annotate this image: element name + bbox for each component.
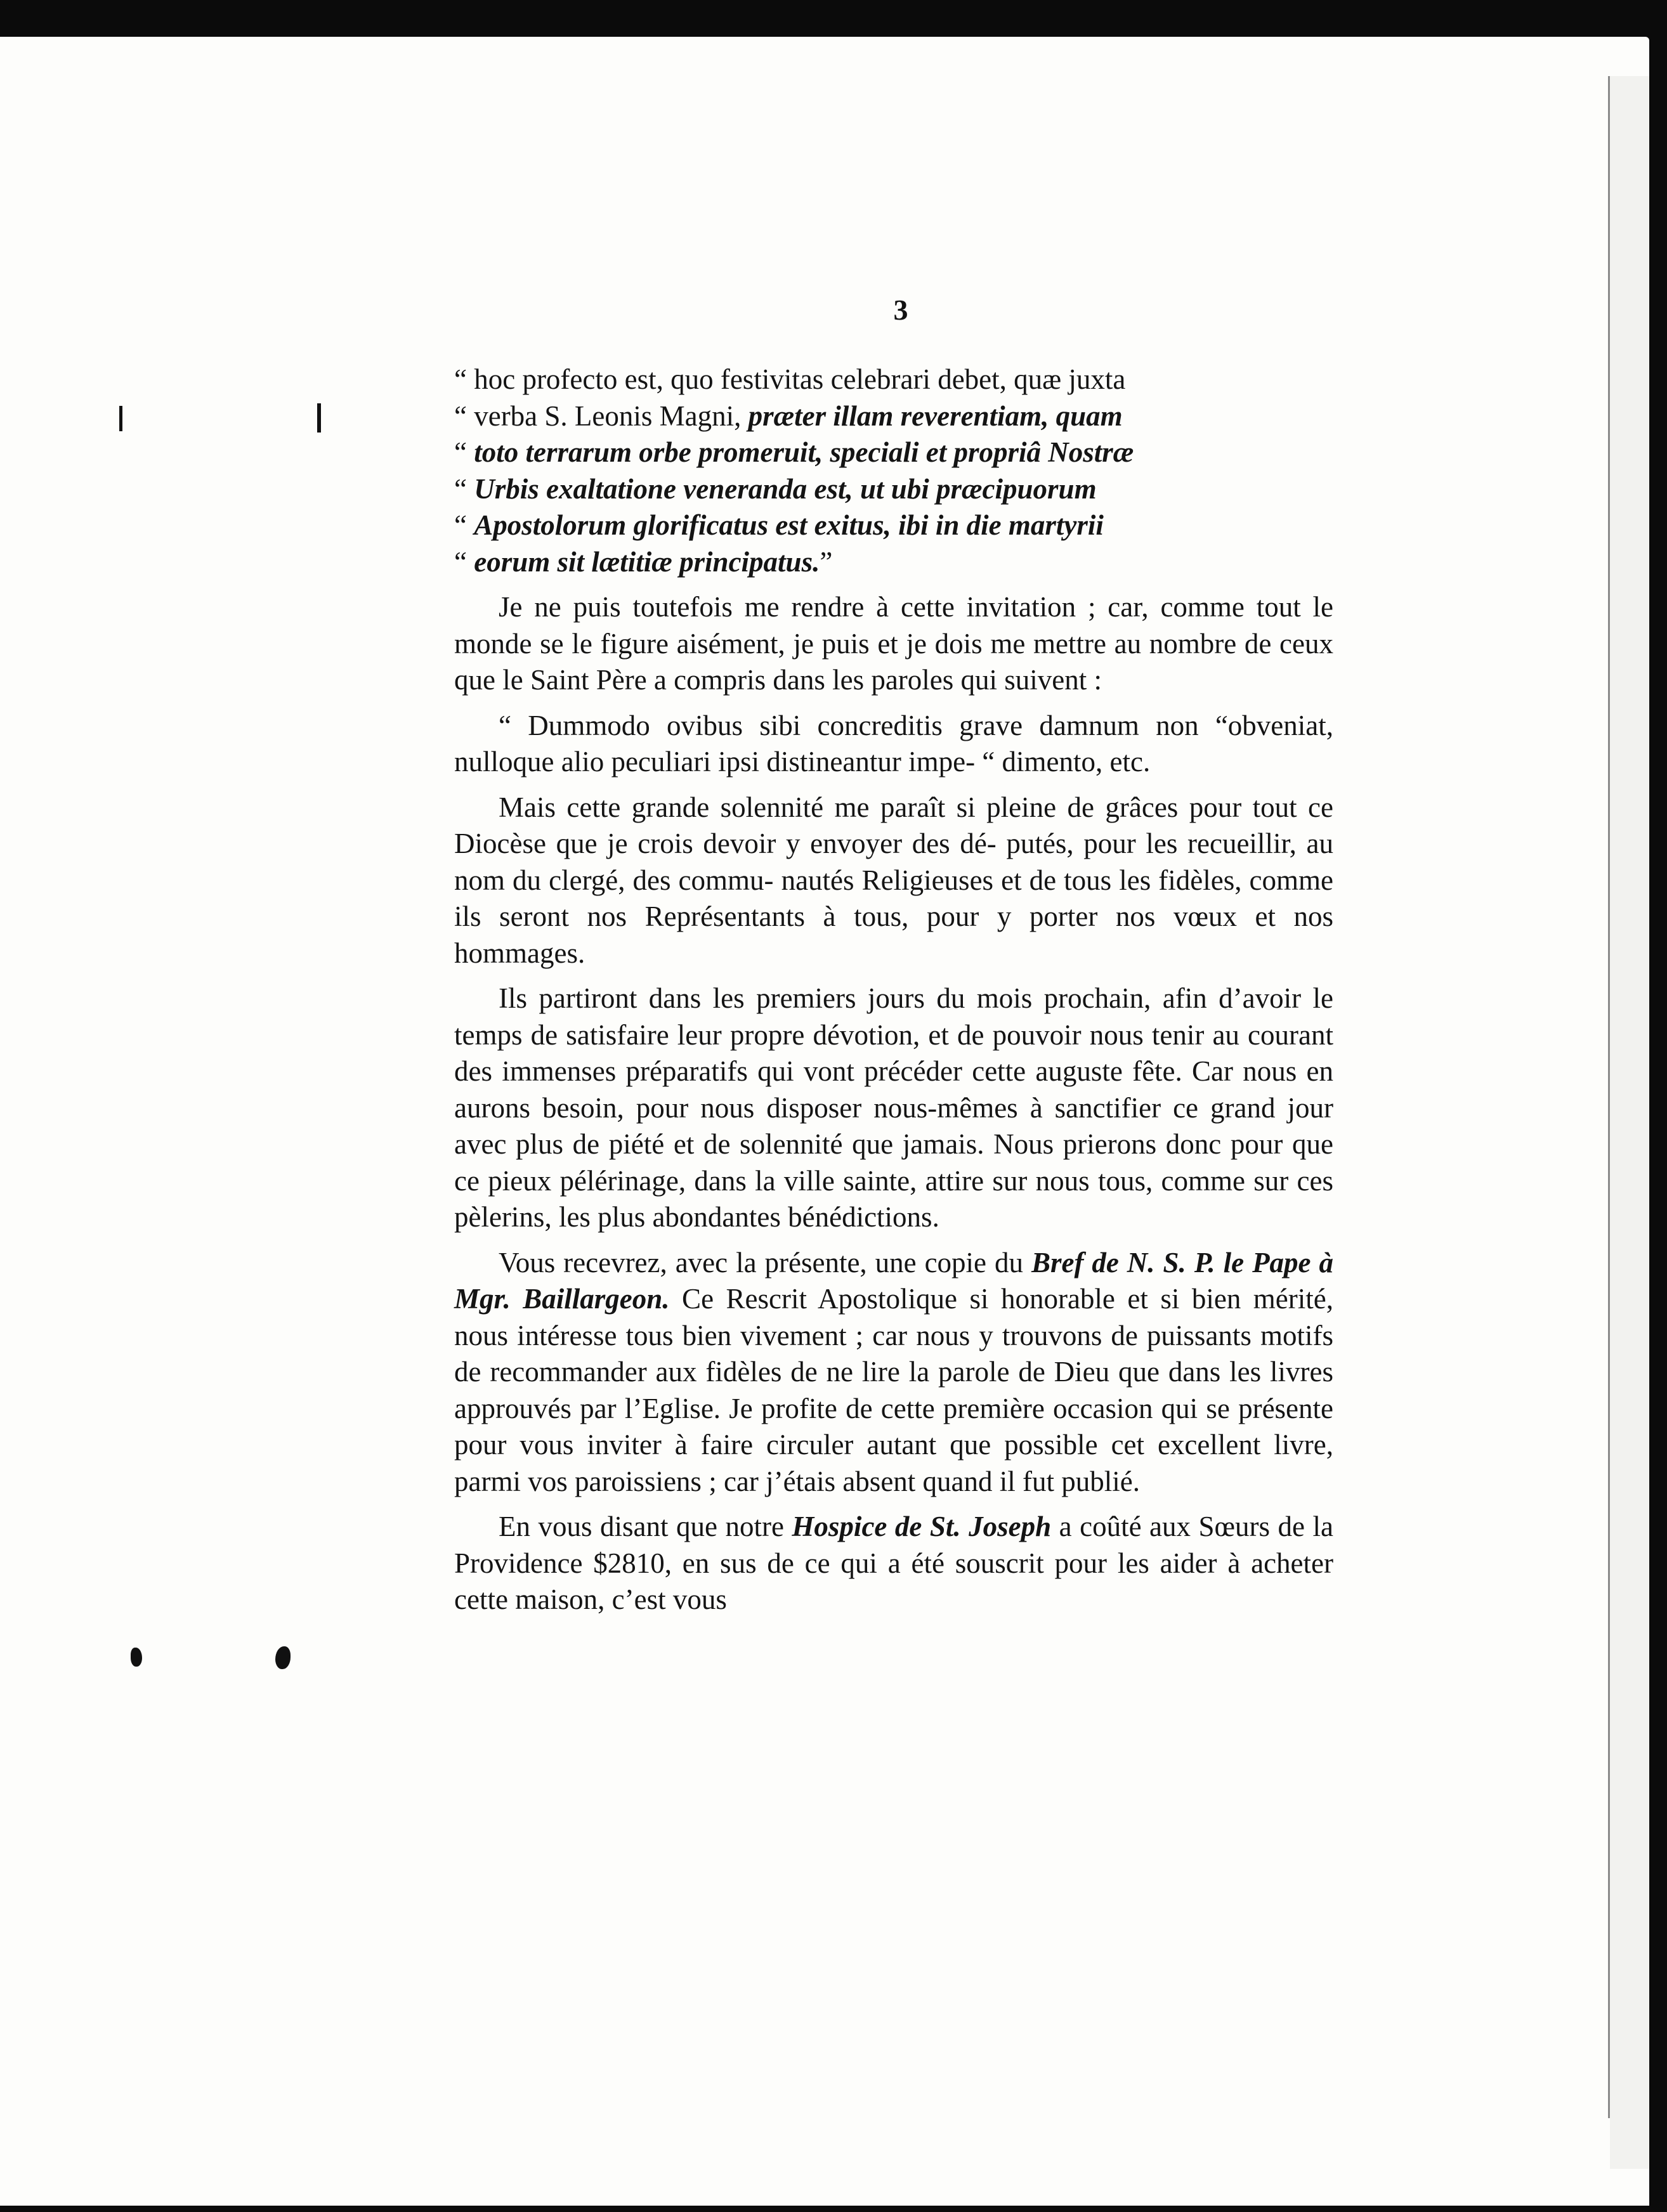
quote-line: “ eorum sit lætitiæ principatus.”	[454, 545, 833, 578]
margin-mark	[119, 406, 122, 431]
quote-line: “ hoc profecto est, quo festivitas celebrari debet, quæ juxta	[454, 363, 1126, 395]
paragraph: Je ne puis toutefois me rendre à cette invitation ; car, comme tout le monde se le figure aisément, je puis et je dois me mettre au nombre de ceux que le Saint Père a compris dans les paroles qui suivent :	[454, 591, 1333, 696]
quote-line: “ Urbis exaltatione veneranda est, ut ubi præcipuorum	[454, 472, 1097, 505]
quote-line: “ verba S. Leonis Magni, præter illam reverentiam, quam	[454, 400, 1123, 432]
margin-mark	[131, 1648, 142, 1667]
quote-line: “ toto terrarum orbe promeruit, speciali et propriâ Nostræ	[454, 436, 1134, 468]
paragraph: En vous disant que notre Hospice de St. Joseph a coûté aux Sœurs de la Providence $2810, en sus de ce qui a été souscrit pour les aider à acheter cette maison, c’est vous	[454, 1511, 1333, 1615]
paragraph-quote: “ Dummodo ovibus sibi concreditis grave damnum non “obveniat, nulloque alio peculiari ipsi distineantur impe- “ dimento, etc.	[454, 709, 1333, 777]
page-fold-edge	[1610, 76, 1649, 2169]
paragraph: Vous recevrez, avec la présente, une copie du Bref de N. S. P. le Pape à Mgr. Baillargeon. Ce Rescrit Apostolique si honorable et si bien mérité, nous intéresse tous bien vivement ; car nous y trouvons de puissants motifs de recommander aux fidèles de ne lire la parole de Dieu que dans les livres approuvés par l’Eglise. Je profite de cette première occasion qui se présente pour vous inviter à faire circuler autant que possible cet excellent livre, parmi vos paroissiens ; car j’étais absent quand il fut publié.	[454, 1246, 1333, 1497]
body-text	[454, 361, 1333, 1618]
margin-mark	[317, 403, 321, 433]
paragraph: Ils partiront dans les premiers jours du mois prochain, afin d’avoir le temps de satisfaire leur propre dévotion, et de pouvoir nous tenir au courant des immenses préparatifs qui vont précéder cette auguste fête. Car nous en aurons besoin, pour nous disposer nous-mêmes à sanctifier ce grand jour avec plus de piété et de solennité que jamais. Nous prierons donc pour que ce pieux pélérinage, dans la ville sainte, attire sur nous tous, comme sur ces pèlerins, les plus abondantes bénédictions.	[454, 982, 1333, 1233]
latin-quote	[454, 361, 1333, 580]
page-number: 3	[893, 294, 908, 326]
paragraph: Mais cette grande solennité me paraît si pleine de grâces pour tout ce Diocèse que je crois devoir y envoyer des dé- putés, pour les recueillir, au nom du clergé, des commu- nautés Religieuses et de tous les fidèles, comme ils seront nos Représentants à tous, pour y porter nos vœux et nos hommages.	[454, 791, 1333, 969]
quote-line: “ Apostolorum glorificatus est exitus, ibi in die martyrii	[454, 509, 1104, 541]
page-fold-line	[1608, 76, 1610, 2118]
